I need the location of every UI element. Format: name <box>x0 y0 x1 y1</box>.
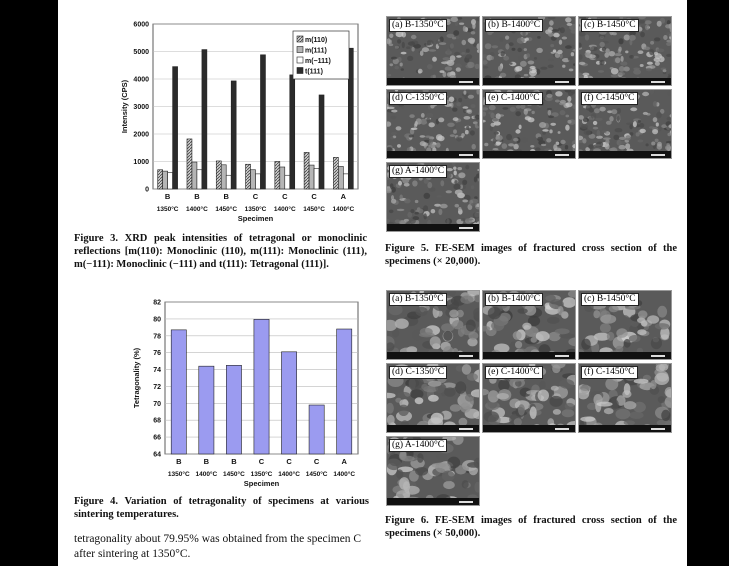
bar <box>246 164 251 189</box>
sem-image-label: (d) C-1350°C <box>389 366 447 379</box>
bar <box>226 175 231 189</box>
sem-image-label: (e) C-1400°C <box>485 92 543 105</box>
y-axis-label: Tetragonality (%) <box>132 347 141 409</box>
bar <box>337 329 352 454</box>
bar <box>281 352 296 454</box>
x-tick-specimen: C <box>286 457 292 466</box>
y-tick-label: 5000 <box>133 49 149 56</box>
scale-bar <box>459 355 473 357</box>
x-tick-temperature: 1450°C <box>215 206 238 213</box>
y-tick-label: 6000 <box>133 21 149 29</box>
bar <box>343 174 348 189</box>
body-paragraph: tetragonality about 79.95% was obtained from the specimen C after sintering at 1350°C. <box>74 533 362 560</box>
y-tick-label: 78 <box>153 333 161 341</box>
y-tick-label: 64 <box>153 451 161 459</box>
x-tick-temperature: 1450°C <box>303 206 325 213</box>
sem-image <box>578 290 672 360</box>
y-tick-label: 3000 <box>133 104 149 111</box>
x-tick-specimen: B <box>231 457 237 466</box>
bar <box>309 165 314 189</box>
figure3-caption: Figure 3. XRD peak intensities of tetragonal or monoclinic reflections [m(110): Monoclinic (110), m(111): Monoclinic (111), m(−111): Monoclinic (−111) and t(111): Tetragonal (111)]. <box>74 233 367 270</box>
sem-image <box>482 290 576 360</box>
sem-image <box>578 16 672 86</box>
x-tick-specimen: C <box>258 457 265 466</box>
y-tick-label: 1000 <box>133 159 149 166</box>
x-tick-temperature: 1400°C <box>195 471 218 478</box>
x-axis-label: Specimen <box>237 214 274 223</box>
sem-image-label: (e) C-1400°C <box>485 366 543 379</box>
scale-bar <box>651 154 665 156</box>
x-tick-temperature: 1450°C <box>305 471 328 478</box>
legend-swatch <box>297 47 303 53</box>
x-tick-temperature: 1350°C <box>244 206 267 213</box>
x-tick-temperature: 1400°C <box>278 471 300 478</box>
sem-image-label: (g) A-1400°C <box>389 165 447 178</box>
y-tick-label: 80 <box>153 316 161 324</box>
y-axis-label: Intensity (CPS) <box>120 79 129 134</box>
y-tick-label: 72 <box>153 383 161 391</box>
bar <box>216 161 221 189</box>
sem-image <box>578 89 672 159</box>
bar <box>304 152 309 189</box>
sem-image-label: (g) A-1400°C <box>389 439 447 452</box>
scale-bar <box>651 355 665 357</box>
sem-image <box>386 89 480 159</box>
sem-image <box>386 16 480 86</box>
y-tick-label: 76 <box>153 350 161 358</box>
bar <box>187 139 192 189</box>
y-tick-label: 74 <box>153 367 161 375</box>
sem-image-label: (d) C-1350°C <box>389 92 447 105</box>
bar <box>260 55 265 189</box>
bar <box>199 366 214 454</box>
sem-image-label: (f) C-1450°C <box>581 366 638 379</box>
x-tick-temperature: 1400°C <box>273 206 296 213</box>
bar <box>231 81 236 189</box>
x-tick-specimen: A <box>340 192 347 201</box>
x-tick-temperature: 1400°C <box>332 206 355 213</box>
bar <box>192 162 197 189</box>
bar <box>168 173 173 190</box>
sem-image-label: (b) B-1400°C <box>485 293 543 306</box>
sem-image <box>578 363 672 433</box>
sem-image <box>482 16 576 86</box>
bar <box>319 95 324 189</box>
legend-swatch <box>297 36 303 42</box>
figure4-caption: Figure 4. Variation of tetragonality of specimens at various sintering temperatures. <box>74 496 369 520</box>
bar <box>309 405 324 454</box>
x-tick-specimen: C <box>282 192 288 201</box>
scale-bar <box>459 501 473 503</box>
bar <box>163 171 168 189</box>
y-tick-label: 66 <box>153 434 161 442</box>
scale-bar <box>459 81 473 83</box>
x-tick-specimen: C <box>252 192 259 201</box>
bar <box>275 162 280 190</box>
x-tick-temperature: 1400°C <box>333 471 356 478</box>
y-tick-label: 4000 <box>133 76 149 84</box>
x-tick-specimen: B <box>176 457 182 466</box>
scale-bar <box>459 227 473 229</box>
scale-bar <box>651 428 665 430</box>
bar <box>251 170 256 189</box>
x-axis-label: Specimen <box>243 479 280 488</box>
bar <box>290 75 295 189</box>
bar <box>280 167 285 189</box>
sem-image <box>386 162 480 232</box>
sem-image-label: (a) B-1350°C <box>389 293 447 306</box>
sem-image <box>386 436 480 506</box>
sem-image-label: (a) B-1350°C <box>389 19 447 32</box>
x-tick-specimen: C <box>313 457 320 466</box>
x-tick-temperature: 1350°C <box>156 206 179 213</box>
bar <box>226 365 241 454</box>
figure6-caption: Figure 6. FE-SEM images of fractured cross section of the specimens (× 50,000). <box>385 515 677 539</box>
bar <box>285 175 290 189</box>
y-tick-label: 70 <box>153 400 161 408</box>
sem-image-label: (c) B-1450°C <box>581 19 639 32</box>
bar <box>158 170 163 189</box>
bar <box>173 67 178 189</box>
scale-bar <box>651 81 665 83</box>
x-tick-specimen: B <box>194 192 200 201</box>
x-tick-specimen: B <box>203 457 210 466</box>
sem-image <box>386 363 480 433</box>
sem-image <box>482 363 576 433</box>
sem-image-label: (b) B-1400°C <box>485 19 543 32</box>
x-tick-specimen: B <box>223 192 229 201</box>
bar <box>221 165 226 189</box>
sem-image <box>482 89 576 159</box>
legend-label: t(111) <box>305 68 323 76</box>
x-tick-temperature: 1400°C <box>186 206 208 213</box>
bar <box>333 157 338 189</box>
x-tick-temperature: 1350°C <box>250 471 273 478</box>
sem-grid-x20000 <box>386 16 676 236</box>
legend-label: m(−111) <box>305 58 331 65</box>
scale-bar <box>555 428 569 430</box>
bar <box>171 330 186 454</box>
y-tick-label: 0 <box>145 186 149 194</box>
scale-bar <box>555 154 569 156</box>
y-tick-label: 68 <box>153 417 161 425</box>
bar <box>314 168 319 189</box>
scale-bar <box>555 355 569 357</box>
sem-image <box>386 290 480 360</box>
sem-grid-x50000 <box>386 290 676 510</box>
bar <box>338 166 343 189</box>
legend-label: m(110) <box>305 37 328 44</box>
legend-label: m(111) <box>305 47 327 55</box>
scale-bar <box>459 428 473 430</box>
bar <box>202 50 207 189</box>
legend-swatch <box>297 68 303 74</box>
sem-image-label: (c) B-1450°C <box>581 293 639 306</box>
x-tick-specimen: B <box>164 192 171 201</box>
sem-image-label: (f) C-1450°C <box>581 92 638 105</box>
y-tick-label: 82 <box>153 299 161 307</box>
bar <box>256 174 261 189</box>
x-tick-temperature: 1350°C <box>167 471 190 478</box>
xrd-intensity-chart <box>73 14 363 232</box>
bar <box>197 170 202 189</box>
x-tick-specimen: A <box>341 457 347 466</box>
legend <box>293 31 349 79</box>
bar <box>254 319 269 454</box>
x-tick-specimen: C <box>311 192 317 201</box>
tetragonality-chart <box>73 292 363 494</box>
paper-page <box>58 0 687 566</box>
x-tick-temperature: 1450°C <box>223 471 245 478</box>
scale-bar <box>459 154 473 156</box>
legend-swatch <box>297 57 303 63</box>
scale-bar <box>555 81 569 83</box>
figure5-caption: Figure 5. FE-SEM images of fractured cross section of the specimens (× 20,000). <box>385 243 677 267</box>
y-tick-label: 2000 <box>133 131 149 139</box>
